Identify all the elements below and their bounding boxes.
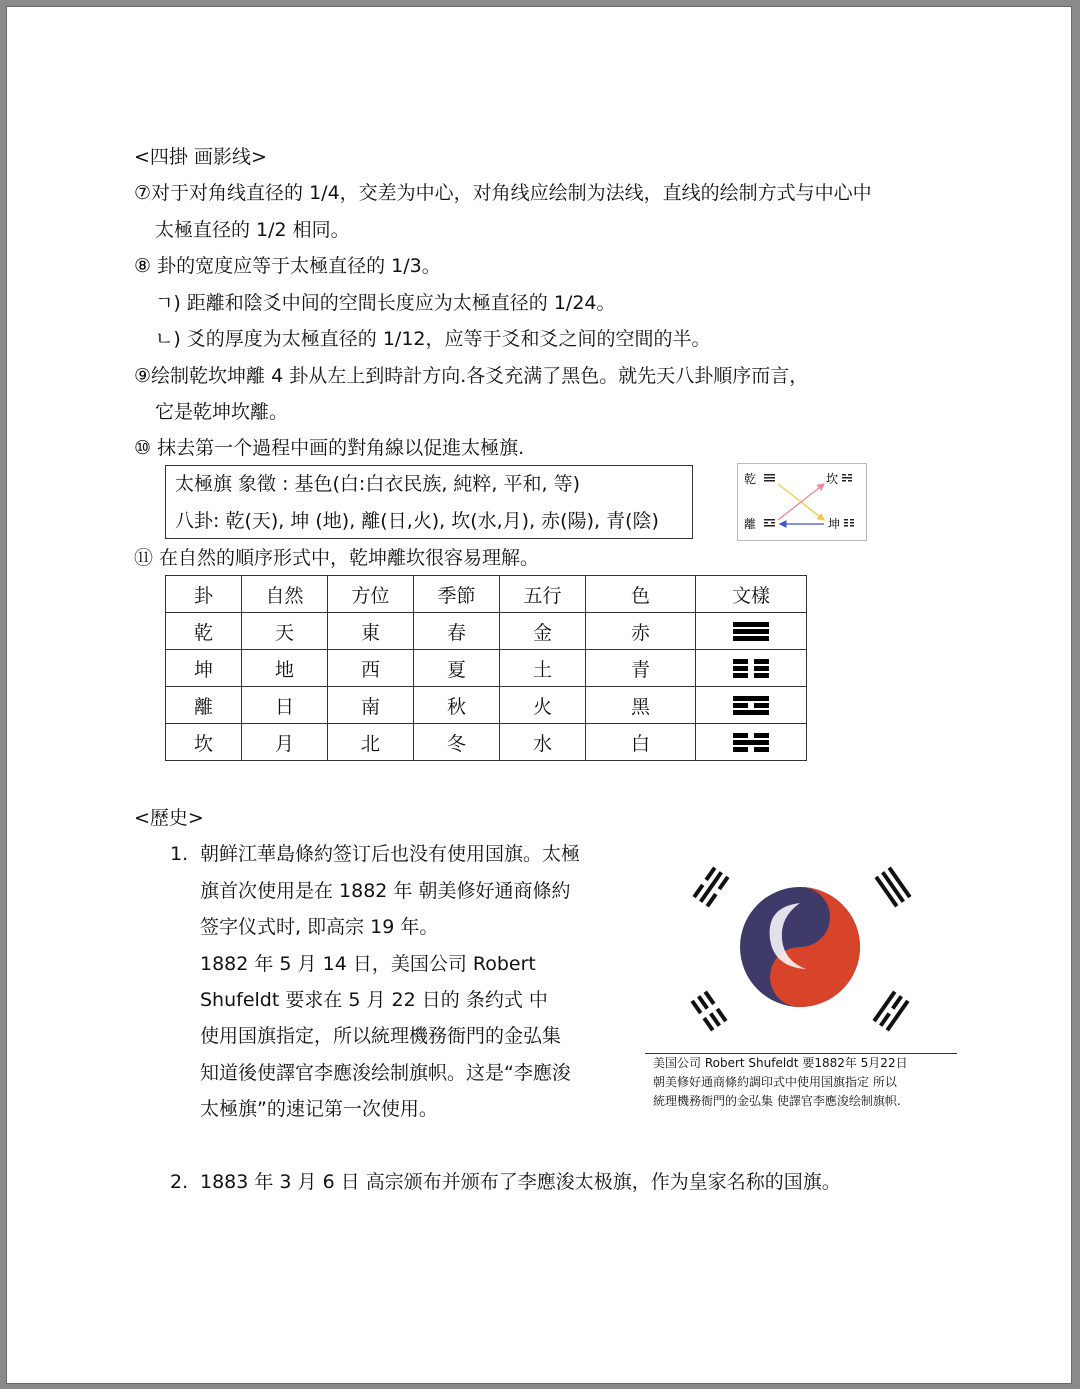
line-segment bbox=[733, 629, 769, 634]
step-8-line: ⑧ 卦的宽度应等于太極直径的 1/3。 bbox=[134, 255, 441, 277]
history-p1-line: 1882 年 5 月 14 日，美国公司 Robert bbox=[200, 953, 536, 975]
line-segment bbox=[733, 696, 769, 701]
broken-line bbox=[733, 747, 769, 752]
trigram-symbol-icon bbox=[733, 620, 769, 643]
table-cell: 東 bbox=[328, 613, 414, 650]
trigram-symbol-icon bbox=[733, 731, 769, 754]
line-segment bbox=[733, 710, 769, 715]
step-8-sub-b: ㄴ) 爻的厚度为太極直径的 1/12，应等于爻和爻之间的空間的半。 bbox=[155, 328, 711, 350]
symbolism-line-2: 八卦: 乾(天), 坤 (地), 離(日,火), 坎(水,月), 赤(陽), 青(陰) bbox=[175, 510, 659, 532]
trigram-order-diagram bbox=[737, 463, 867, 541]
line-segment bbox=[733, 747, 748, 752]
flag-svg bbox=[675, 855, 925, 1051]
step-7-line-2: 太極直径的 1/2 相同。 bbox=[155, 219, 350, 241]
table-cell: 火 bbox=[500, 687, 586, 724]
broken-line bbox=[733, 703, 769, 708]
line-segment bbox=[733, 733, 748, 738]
table-row bbox=[166, 687, 807, 724]
line-segment bbox=[754, 733, 769, 738]
table-cell: 土 bbox=[500, 650, 586, 687]
step-7-line-1: ⑦对于对角线直径的 1/4，交差为中心，对角线应绘制为法线，直线的绘制方式与中心中 bbox=[134, 182, 872, 204]
solid-line bbox=[733, 696, 769, 701]
flag-caption-line: 朝美修好通商條約調印式中使用国旗指定 所以 bbox=[653, 1075, 897, 1089]
table-cell: 青 bbox=[586, 650, 696, 687]
trigram-symbol-icon bbox=[733, 694, 769, 717]
table-cell: 天 bbox=[242, 613, 328, 650]
trigram-pattern-cell bbox=[696, 687, 807, 724]
history-p1-line: 太極旗”的速记第一次使用。 bbox=[200, 1098, 438, 1120]
bottom-right-trigram-icon bbox=[872, 991, 909, 1032]
line-segment bbox=[733, 703, 748, 708]
broken-line bbox=[733, 666, 769, 671]
label-kan: 坎 bbox=[826, 472, 839, 486]
history-p1-line: 签字仪式时, 即高宗 19 年。 bbox=[200, 916, 439, 938]
trigram-symbol-icon bbox=[733, 657, 769, 680]
table-cell: 白 bbox=[586, 724, 696, 761]
col-header: 文樣 bbox=[696, 576, 807, 613]
line-segment bbox=[733, 622, 769, 627]
section-heading-four-trigrams: <四掛 画影线> bbox=[134, 146, 267, 168]
line-segment bbox=[754, 659, 769, 664]
broken-line bbox=[733, 659, 769, 664]
line-segment bbox=[733, 673, 748, 678]
broken-line bbox=[733, 733, 769, 738]
li-mini-trigram-icon bbox=[764, 519, 775, 527]
step-10-line: ⑩ 抹去第一个過程中画的對角線以促進太極旗. bbox=[134, 437, 525, 459]
line-segment bbox=[733, 636, 769, 641]
line-segment bbox=[733, 659, 748, 664]
table-cell: 赤 bbox=[586, 613, 696, 650]
step-8-sub-a: ㄱ) 距離和陰爻中间的空間长度应为太極直径的 1/24。 bbox=[155, 292, 616, 314]
table-row bbox=[166, 724, 807, 761]
history-item-2-number: 2. bbox=[170, 1171, 189, 1193]
col-header: 卦 bbox=[166, 576, 242, 613]
bottom-left-trigram-icon bbox=[690, 991, 727, 1032]
trigram-table bbox=[165, 575, 807, 761]
table-cell: 冬 bbox=[414, 724, 500, 761]
document-page bbox=[6, 6, 1072, 1384]
flag-caption-line: 統理機務衙門的金弘集 使譯官李應浚绘制旗帜. bbox=[653, 1094, 901, 1108]
section-heading-history: <歷史> bbox=[134, 807, 204, 829]
line-segment bbox=[754, 747, 769, 752]
table-cell: 坤 bbox=[166, 650, 242, 687]
col-header: 五行 bbox=[500, 576, 586, 613]
qian-mini-trigram-icon bbox=[764, 474, 775, 482]
table-cell: 乾 bbox=[166, 613, 242, 650]
top-right-trigram-icon bbox=[874, 867, 911, 908]
table-cell: 月 bbox=[242, 724, 328, 761]
label-kun: 坤 bbox=[828, 517, 841, 531]
solid-line bbox=[733, 622, 769, 627]
table-cell: 離 bbox=[166, 687, 242, 724]
broken-line bbox=[733, 673, 769, 678]
history-p1-line: Shufeldt 要求在 5 月 22 日的 条约式 中 bbox=[200, 989, 548, 1011]
line-segment bbox=[733, 740, 769, 745]
line-segment bbox=[754, 673, 769, 678]
flag-caption-line: 美国公司 Robert Shufeldt 要1882年 5月22日 bbox=[653, 1056, 908, 1070]
kun-mini-trigram-icon bbox=[844, 519, 854, 527]
solid-line bbox=[733, 636, 769, 641]
table-cell: 日 bbox=[242, 687, 328, 724]
history-p1-line: 使用国旗指定，所以統理機務衙門的金弘集 bbox=[200, 1025, 562, 1047]
table-cell: 春 bbox=[414, 613, 500, 650]
table-cell: 水 bbox=[500, 724, 586, 761]
history-p2-line: 1883 年 3 月 6 日 高宗颁布并颁布了李應浚太极旗，作为皇家名称的国旗。 bbox=[200, 1171, 841, 1193]
line-segment bbox=[754, 703, 769, 708]
table-cell: 坎 bbox=[166, 724, 242, 761]
flag-caption bbox=[645, 1053, 957, 1111]
solid-line bbox=[733, 710, 769, 715]
history-p1-line: 知道後使譯官李應浚绘制旗帜。这是“李應浚 bbox=[200, 1062, 571, 1084]
label-qian: 乾 bbox=[744, 472, 757, 486]
col-header: 色 bbox=[586, 576, 696, 613]
symbolism-box bbox=[165, 465, 693, 539]
line-segment bbox=[754, 666, 769, 671]
step-11-line: ⑪ 在自然的順序形式中，乾坤離坎很容易理解。 bbox=[134, 547, 540, 569]
history-p1-line: 旗首次使用是在 1882 年 朝美修好通商條約 bbox=[200, 880, 571, 902]
col-header: 方位 bbox=[328, 576, 414, 613]
table-cell: 地 bbox=[242, 650, 328, 687]
table-cell: 金 bbox=[500, 613, 586, 650]
solid-line bbox=[733, 740, 769, 745]
symbolism-line-1: 太極旗 象徵 : 基色(白:白衣民族, 純粹, 平和, 等) bbox=[175, 473, 580, 495]
step-9-line-1: ⑨绘制乾坎坤離 4 卦从左上到時計方向.各爻充满了黑色。就先天八卦順序而言， bbox=[134, 365, 809, 387]
table-cell: 秋 bbox=[414, 687, 500, 724]
table-cell: 西 bbox=[328, 650, 414, 687]
trigram-pattern-cell bbox=[696, 650, 807, 687]
solid-line bbox=[733, 629, 769, 634]
table-cell: 北 bbox=[328, 724, 414, 761]
label-li: 離 bbox=[744, 517, 757, 531]
kan-mini-trigram-icon bbox=[842, 474, 852, 482]
line-segment bbox=[733, 666, 748, 671]
history-item-1-number: 1. bbox=[170, 843, 189, 865]
top-left-trigram-icon bbox=[692, 867, 729, 908]
step-9-line-2: 它是乾坤坎離。 bbox=[155, 401, 289, 423]
table-row bbox=[166, 613, 807, 650]
early-taegukgi-flag-image bbox=[675, 855, 925, 1051]
table-cell: 黑 bbox=[586, 687, 696, 724]
table-header-row bbox=[166, 576, 807, 613]
table-row bbox=[166, 650, 807, 687]
trigram-order-diagram-svg bbox=[738, 464, 868, 542]
table-cell: 南 bbox=[328, 687, 414, 724]
col-header: 自然 bbox=[242, 576, 328, 613]
history-p1-line: 朝鲜江華島條約签订后也没有使用国旗。太極 bbox=[200, 843, 581, 865]
table-cell: 夏 bbox=[414, 650, 500, 687]
trigram-pattern-cell bbox=[696, 724, 807, 761]
col-header: 季節 bbox=[414, 576, 500, 613]
trigram-pattern-cell bbox=[696, 613, 807, 650]
